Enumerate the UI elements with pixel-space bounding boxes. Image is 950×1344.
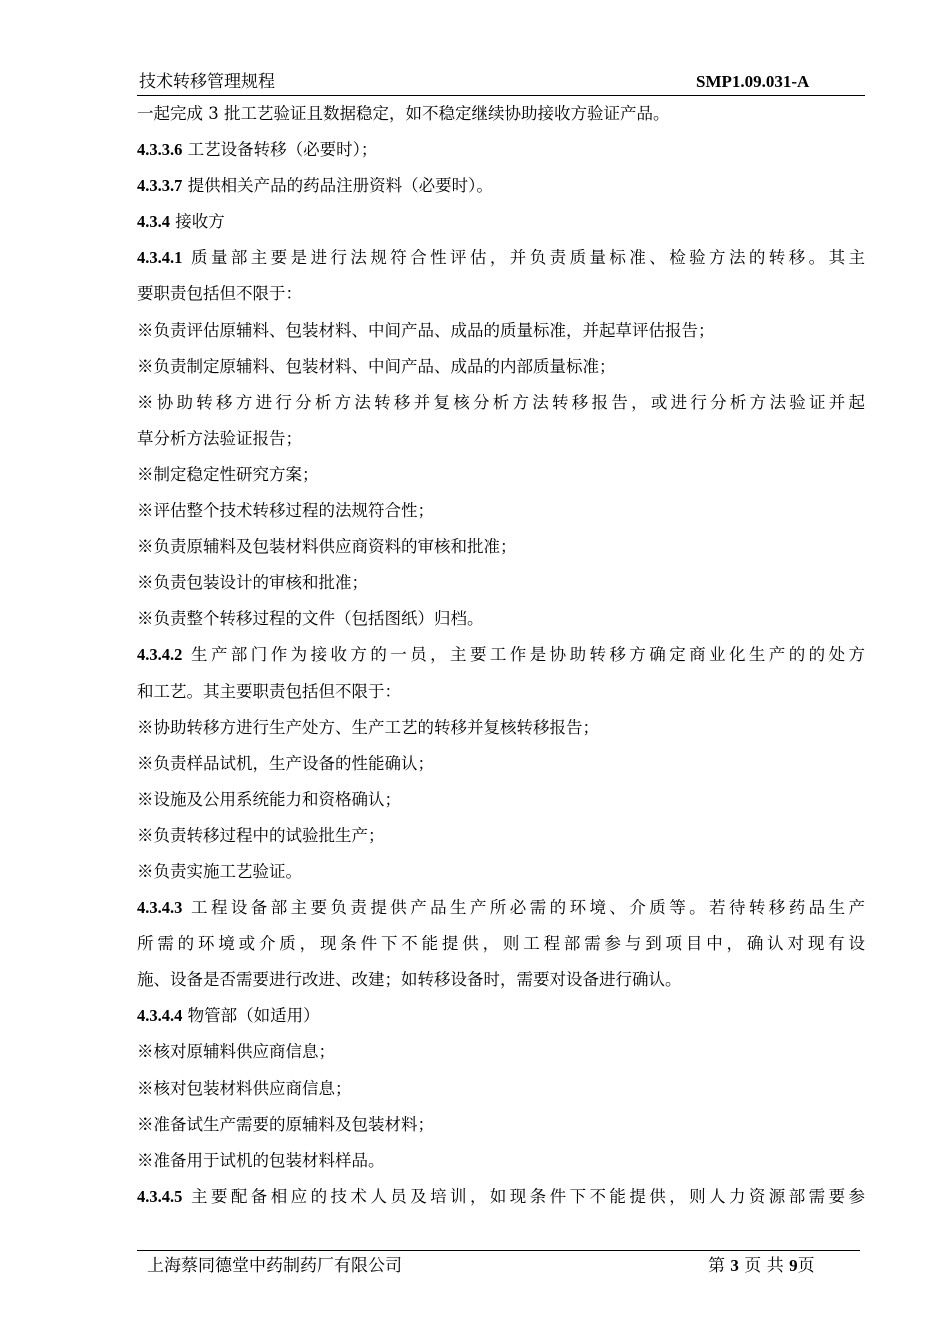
- document-title: 技术转移管理规程: [139, 72, 275, 92]
- text-line: [137, 962, 865, 998]
- line-text: ※负责包装设计的审核和批准；: [137, 573, 368, 593]
- text-line: [137, 746, 865, 782]
- line-text: ※负责整个转移过程的文件（包括图纸）归档。: [137, 609, 484, 629]
- text-line: [137, 493, 865, 529]
- line-text: ※准备用于试机的包装材料样品。: [137, 1150, 385, 1170]
- line-text: ※制定稳定性研究方案；: [137, 464, 319, 484]
- text-line: [137, 674, 865, 710]
- text-line: [137, 1071, 865, 1107]
- text-line: [137, 565, 865, 601]
- text-line: [137, 204, 865, 240]
- text-line: [137, 710, 865, 746]
- line-text: 工艺设备转移（必要时）；: [182, 140, 378, 160]
- text-line: [137, 276, 865, 312]
- text-line: [137, 421, 865, 457]
- page-footer: [137, 1250, 860, 1276]
- line-text: ※负责实施工艺验证。: [137, 861, 302, 881]
- page-number: 第 3 页 共 9页: [708, 1256, 815, 1276]
- document-code: SMP1.09.031-A: [696, 72, 810, 91]
- text-line: [137, 1143, 865, 1179]
- line-text: 要职责包括但不限于：: [137, 284, 302, 304]
- line-text: ※负责评估原辅料、包装材料、中间产品、成品的质量标准，并起草评估报告；: [137, 320, 715, 340]
- line-text: ※负责转移过程中的试验批生产；: [137, 825, 385, 845]
- text-line: [137, 818, 865, 854]
- line-text: 草分析方法验证报告；: [137, 428, 302, 448]
- text-line: [137, 529, 865, 565]
- text-line: [137, 890, 865, 926]
- page-header: [137, 70, 865, 96]
- section-number: 4.3.4.1: [137, 248, 183, 268]
- line-text: ※核对包装材料供应商信息；: [137, 1078, 352, 1098]
- text-line: [137, 637, 865, 673]
- text-line: [137, 385, 865, 421]
- section-number: 4.3.3.7: [137, 176, 183, 196]
- section-number: 4.3.4.4: [137, 1006, 183, 1026]
- document-body: [137, 96, 865, 1215]
- line-text: ※准备试生产需要的原辅料及包装材料；: [137, 1114, 434, 1134]
- text-line: [137, 926, 865, 962]
- line-text: 主要配备相应的技术人员及培训，如现条件下不能提供，则人力资源部需要参: [182, 1186, 865, 1206]
- line-text: ※负责制定原辅料、包装材料、中间产品、成品的内部质量标准；: [137, 356, 616, 376]
- line-text: 物管部（如适用）: [182, 1006, 320, 1026]
- section-number: 4.3.4.3: [137, 898, 183, 918]
- text-line: [137, 132, 865, 168]
- section-number: 4.3.3.6: [137, 140, 183, 160]
- line-text: ※负责样品试机，生产设备的性能确认；: [137, 753, 434, 773]
- line-text: 生产部门作为接收方的一员，主要工作是协助转移方确定商业化生产的的处方: [182, 645, 865, 665]
- section-number: 4.3.4.5: [137, 1186, 183, 1206]
- line-text: 一起完成 3 批工艺验证且数据稳定，如不稳定继续协助接收方验证产品。: [137, 104, 670, 123]
- line-text: ※核对原辅料供应商信息；: [137, 1042, 335, 1062]
- text-line: [137, 313, 865, 349]
- section-number: 4.3.4: [137, 212, 170, 232]
- text-line: [137, 1034, 865, 1070]
- line-text: ※评估整个技术转移过程的法规符合性；: [137, 501, 434, 521]
- line-text: 和工艺。其主要职责包括但不限于：: [137, 681, 401, 701]
- line-text: 质量部主要是进行法规符合性评估，并负责质量标准、检验方法的转移。其主: [182, 248, 865, 268]
- text-line: [137, 1179, 865, 1215]
- line-text: ※协助转移方进行分析方法转移并复核分析方法转移报告，或进行分析方法验证并起: [137, 392, 865, 412]
- text-line: [137, 1107, 865, 1143]
- line-text: 工程设备部主要负责提供产品生产所必需的环境、介质等。若待转移药品生产: [182, 898, 865, 918]
- text-line: [137, 168, 865, 204]
- line-text: 提供相关产品的药品注册资料（必要时）。: [182, 176, 493, 196]
- text-line: [137, 349, 865, 385]
- text-line: [137, 96, 865, 132]
- line-text: 所需的环境或介质，现条件下不能提供，则工程部需参与到项目中，确认对现有设: [137, 934, 865, 954]
- line-text: 接收方: [170, 212, 225, 232]
- text-line: [137, 854, 865, 890]
- text-line: [137, 601, 865, 637]
- text-line: [137, 998, 865, 1034]
- line-text: ※协助转移方进行生产处方、生产工艺的转移并复核转移报告；: [137, 717, 599, 737]
- line-text: ※负责原辅料及包装材料供应商资料的审核和批准；: [137, 537, 517, 557]
- line-text: 施、设备是否需要进行改进、改建；如转移设备时，需要对设备进行确认。: [137, 970, 682, 990]
- text-line: [137, 782, 865, 818]
- total-pages: 9: [789, 1256, 798, 1275]
- current-page: 3: [730, 1256, 739, 1275]
- text-line: [137, 240, 865, 276]
- text-line: [137, 457, 865, 493]
- company-name: 上海蔡同德堂中药制药厂有限公司: [147, 1256, 402, 1276]
- line-text: ※设施及公用系统能力和资格确认；: [137, 789, 401, 809]
- section-number: 4.3.4.2: [137, 645, 183, 665]
